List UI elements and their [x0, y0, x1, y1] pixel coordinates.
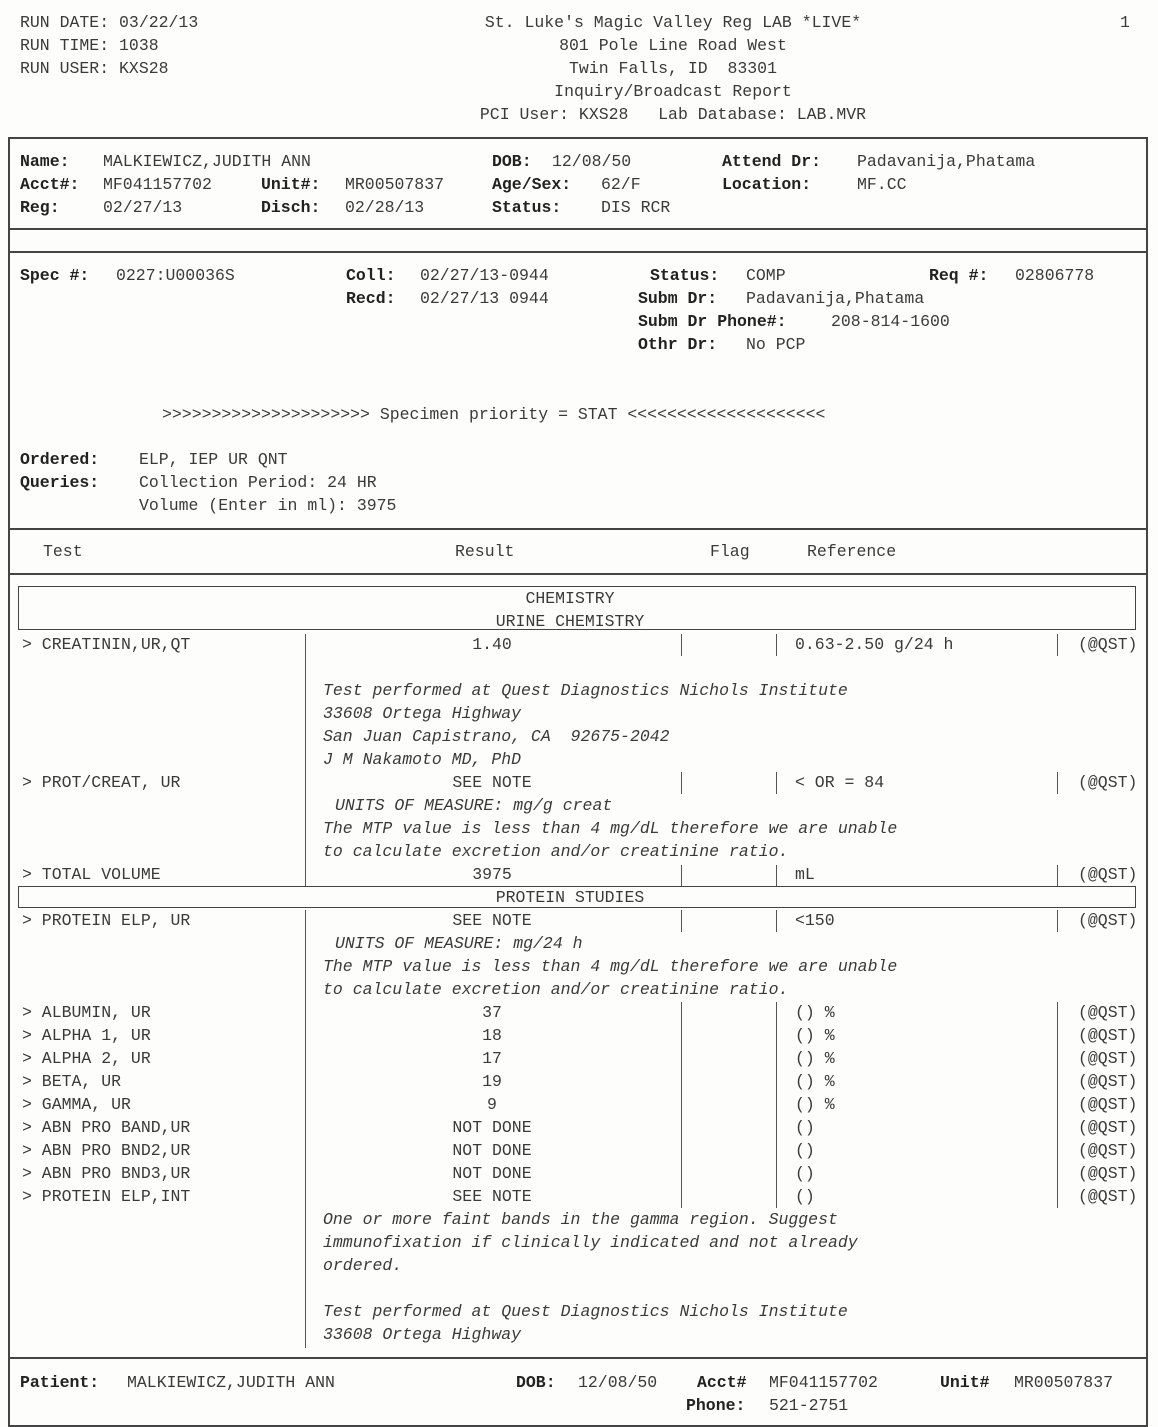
- reference-value: () %: [795, 1003, 835, 1022]
- status-label: Status:: [492, 198, 562, 217]
- reference-value: () %: [795, 1049, 835, 1068]
- note-line: to calculate excretion and/or creatinine ratio.: [323, 842, 789, 861]
- phone-value: 208-814-1600: [831, 312, 950, 331]
- test-name: > ABN PRO BAND,UR: [22, 1118, 191, 1137]
- divider: [8, 528, 1148, 530]
- req-value: 02806778: [1015, 266, 1095, 285]
- col-line: [776, 865, 777, 886]
- source-code: (@QST): [1078, 1026, 1138, 1045]
- note-line: ordered.: [323, 1256, 403, 1275]
- acct-label: Acct#:: [20, 175, 80, 194]
- test-name: > GAMMA, UR: [22, 1095, 131, 1114]
- patient-name: MALKIEWICZ,JUDITH ANN: [103, 152, 311, 171]
- subm-value: Padavanija,Phatama: [746, 289, 925, 308]
- col-line: [1057, 1002, 1058, 1208]
- subm-label: Subm Dr:: [638, 289, 718, 308]
- note-line: to calculate excretion and/or creatinine ratio.: [323, 980, 789, 999]
- col-line: [1057, 772, 1058, 794]
- note-line: immunofixation if clinically indicated and not already: [323, 1233, 858, 1252]
- result-value: SEE NOTE: [452, 773, 532, 792]
- test-name: > PROT/CREAT, UR: [22, 773, 181, 792]
- disch-label: Disch:: [261, 198, 321, 217]
- source-code: (@QST): [1078, 1003, 1138, 1022]
- spec-value: 0227:U00036S: [116, 266, 235, 285]
- acct-value: MF041157702: [103, 175, 212, 194]
- section-chemistry: CHEMISTRY: [525, 589, 615, 608]
- test-name: > PROTEIN ELP, UR: [22, 911, 191, 930]
- result-value: NOT DONE: [452, 1118, 532, 1137]
- col-line: [681, 634, 682, 656]
- col-line: [1057, 634, 1058, 656]
- dob-label: DOB:: [492, 152, 532, 171]
- col-line: [1057, 865, 1058, 886]
- attend-label: Attend Dr:: [722, 152, 822, 171]
- col-line: [776, 634, 777, 656]
- name-label: Name:: [20, 152, 70, 171]
- note-line: Test performed at Quest Diagnostics Nichols Institute: [323, 1302, 848, 1321]
- col-line: [681, 865, 682, 886]
- footer-patient-label: Patient:: [20, 1373, 100, 1392]
- section-urine-chemistry: URINE CHEMISTRY: [495, 612, 645, 631]
- footer-phone-value: 521-2751: [769, 1396, 849, 1415]
- note-line: San Juan Capistrano, CA 92675-2042: [323, 727, 670, 746]
- note-line: J M Nakamoto MD, PhD: [323, 750, 522, 769]
- footer-unit-label: Unit#: [940, 1373, 990, 1392]
- othr-value: No PCP: [746, 335, 806, 354]
- footer-unit-value: MR00507837: [1014, 1373, 1114, 1392]
- spec-label: Spec #:: [20, 266, 90, 285]
- unit-value: MR00507837: [345, 175, 445, 194]
- reg-value: 02/27/13: [103, 198, 183, 217]
- test-name: > CREATININ,UR,QT: [22, 635, 191, 654]
- col-line: [776, 1002, 777, 1208]
- coll-value: 02/27/13-0944: [420, 266, 549, 285]
- page-number: 1: [1120, 13, 1130, 32]
- unit-label: Unit#:: [261, 175, 321, 194]
- result-value: 18: [482, 1026, 502, 1045]
- footer-dob-label: DOB:: [516, 1373, 556, 1392]
- spec-status-label: Status:: [650, 266, 720, 285]
- note-line: Test performed at Quest Diagnostics Nichols Institute: [323, 681, 848, 700]
- result-value: 3975: [472, 865, 512, 884]
- reference-value: () %: [795, 1026, 835, 1045]
- source-code: (@QST): [1078, 1164, 1138, 1183]
- footer-phone-label: Phone:: [686, 1396, 746, 1415]
- queries-volume: Volume (Enter in ml): 3975: [139, 496, 397, 515]
- col-line: [681, 1002, 682, 1208]
- run-date: RUN DATE: 03/22/13: [20, 13, 199, 32]
- col-flag: Flag: [710, 542, 750, 561]
- recd-value: 02/27/13 0944: [420, 289, 549, 308]
- reference-value: (): [795, 1187, 815, 1206]
- source-code: (@QST): [1078, 635, 1138, 654]
- result-value: SEE NOTE: [452, 1187, 532, 1206]
- footer-dob-value: 12/08/50: [578, 1373, 658, 1392]
- note-line: One or more faint bands in the gamma region. Suggest: [323, 1210, 838, 1229]
- reg-label: Reg:: [20, 198, 60, 217]
- result-value: SEE NOTE: [452, 911, 532, 930]
- col-test: Test: [43, 542, 83, 561]
- result-value: 19: [482, 1072, 502, 1091]
- source-code: (@QST): [1078, 1095, 1138, 1114]
- run-user: RUN USER: KXS28: [20, 59, 169, 78]
- reference-value: mL: [795, 865, 815, 884]
- reference-value: () %: [795, 1095, 835, 1114]
- source-code: (@QST): [1078, 773, 1138, 792]
- col-reference: Reference: [807, 542, 897, 561]
- reference-value: (): [795, 1164, 815, 1183]
- run-time: RUN TIME: 1038: [20, 36, 159, 55]
- source-code: (@QST): [1078, 865, 1138, 884]
- spec-status-value: COMP: [746, 266, 786, 285]
- note-line: UNITS OF MEASURE: mg/24 h: [335, 934, 583, 953]
- priority-line: >>>>>>>>>>>>>>>>>>>>> Specimen priority = STAT <<<<<<<<<<<<<<<<<<<<: [162, 405, 826, 424]
- section-protein-studies: PROTEIN STUDIES: [495, 888, 645, 907]
- col-line: [305, 910, 306, 1348]
- test-name: > BETA, UR: [22, 1072, 122, 1091]
- ordered-value: ELP, IEP UR QNT: [139, 450, 288, 469]
- result-value: NOT DONE: [452, 1164, 532, 1183]
- reference-value: () %: [795, 1072, 835, 1091]
- note-line: 33608 Ortega Highway: [323, 1325, 522, 1344]
- test-name: > ALPHA 2, UR: [22, 1049, 151, 1068]
- footer-acct-value: MF041157702: [769, 1373, 878, 1392]
- divider: [8, 228, 1148, 230]
- source-code: (@QST): [1078, 1072, 1138, 1091]
- lab-address: 801 Pole Line Road West: [559, 36, 787, 55]
- col-line: [1057, 910, 1058, 932]
- result-value: NOT DONE: [452, 1141, 532, 1160]
- ordered-label: Ordered:: [20, 450, 100, 469]
- othr-label: Othr Dr:: [638, 335, 718, 354]
- reference-value: (): [795, 1141, 815, 1160]
- note-line: The MTP value is less than 4 mg/dL therefore we are unable: [323, 957, 898, 976]
- footer-patient-name: MALKIEWICZ,JUDITH ANN: [127, 1373, 335, 1392]
- req-label: Req #:: [929, 266, 989, 285]
- note-line: The MTP value is less than 4 mg/dL therefore we are unable: [323, 819, 898, 838]
- dob-value: 12/08/50: [552, 152, 632, 171]
- agesex-value: 62/F: [601, 175, 641, 194]
- agesex-label: Age/Sex:: [492, 175, 572, 194]
- test-name: > ABN PRO BND2,UR: [22, 1141, 191, 1160]
- test-name: > ALPHA 1, UR: [22, 1026, 151, 1045]
- col-line: [776, 772, 777, 794]
- recd-label: Recd:: [346, 289, 396, 308]
- col-line: [305, 634, 306, 886]
- reference-value: < OR = 84: [795, 773, 885, 792]
- source-code: (@QST): [1078, 911, 1138, 930]
- reference-value: (): [795, 1118, 815, 1137]
- source-code: (@QST): [1078, 1118, 1138, 1137]
- test-name: > PROTEIN ELP,INT: [22, 1187, 191, 1206]
- test-name: > ALBUMIN, UR: [22, 1003, 151, 1022]
- attend-value: Padavanija,Phatama: [857, 152, 1036, 171]
- reference-value: <150: [795, 911, 835, 930]
- col-line: [776, 910, 777, 932]
- test-name: > TOTAL VOLUME: [22, 865, 161, 884]
- col-line: [681, 910, 682, 932]
- result-value: 17: [482, 1049, 502, 1068]
- pci-user-line: PCI User: KXS28 Lab Database: LAB.MVR: [479, 105, 867, 124]
- result-value: 37: [482, 1003, 502, 1022]
- report-title: Inquiry/Broadcast Report: [554, 82, 792, 101]
- divider: [8, 573, 1148, 575]
- footer-acct-label: Acct#: [697, 1373, 747, 1392]
- queries-label: Queries:: [20, 473, 100, 492]
- source-code: (@QST): [1078, 1141, 1138, 1160]
- coll-label: Coll:: [346, 266, 396, 285]
- note-line: 33608 Ortega Highway: [323, 704, 522, 723]
- source-code: (@QST): [1078, 1049, 1138, 1068]
- divider: [8, 1357, 1148, 1359]
- lab-city: Twin Falls, ID 83301: [569, 59, 777, 78]
- reference-value: 0.63-2.50 g/24 h: [795, 635, 954, 654]
- result-value: 9: [487, 1095, 497, 1114]
- lab-name: St. Luke's Magic Valley Reg LAB *LIVE*: [484, 13, 862, 32]
- col-line: [681, 772, 682, 794]
- location-value: MF.CC: [857, 175, 907, 194]
- col-result: Result: [455, 542, 515, 561]
- test-name: > ABN PRO BND3,UR: [22, 1164, 191, 1183]
- divider: [8, 251, 1148, 253]
- disch-value: 02/28/13: [345, 198, 425, 217]
- phone-label: Subm Dr Phone#:: [638, 312, 787, 331]
- queries-period: Collection Period: 24 HR: [139, 473, 377, 492]
- result-value: 1.40: [472, 635, 512, 654]
- location-label: Location:: [722, 175, 812, 194]
- note-line: UNITS OF MEASURE: mg/g creat: [335, 796, 613, 815]
- status-value: DIS RCR: [601, 198, 671, 217]
- source-code: (@QST): [1078, 1187, 1138, 1206]
